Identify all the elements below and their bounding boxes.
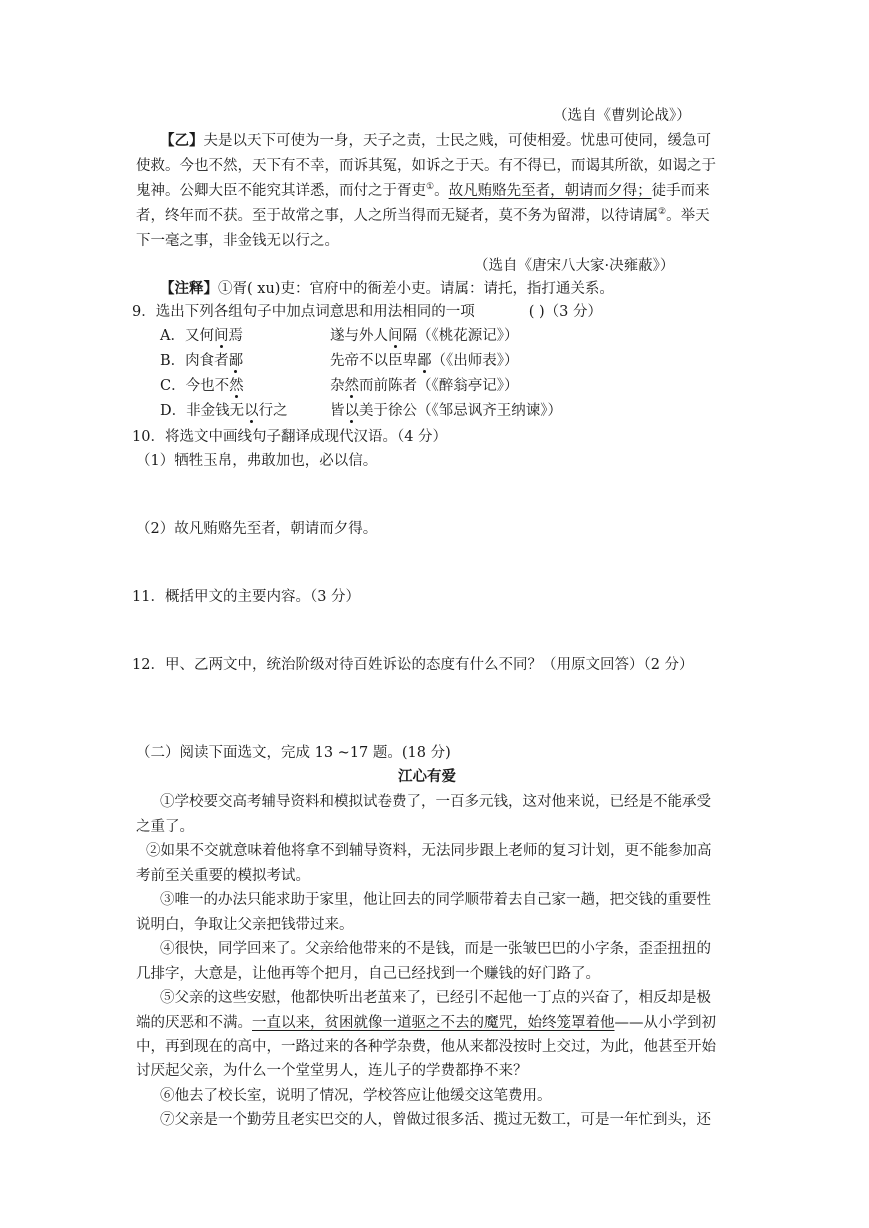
yi-line-4-tail: 。举天: [666, 208, 710, 224]
p5-line-2-tail: ——从小学到初: [614, 1015, 716, 1031]
yi-line-1-text: 夫是以天下可使为一身，天子之责，士民之贱，可使相爱。忧患可使同，缓急可: [203, 133, 711, 149]
compare-text: （《出师表》）: [431, 353, 519, 369]
text-yi-line-2: 使救。今也不然，天下有不幸，而诉其冤，如诉之于天。有不得已，而谒其所欲，如谒之于: [136, 158, 716, 174]
option-label: D．: [160, 403, 187, 419]
compare-text: 先帝不以臣卑: [330, 353, 417, 369]
option-text: 行之: [258, 403, 288, 419]
paragraph-5-line-3: 中，再到现在的高中，一路过来的各种学杂费，他从来都没按时上交过，为此，他甚至开始: [136, 1039, 716, 1055]
q9-stem-text: 9．选出下列各组句子中加点词意思和用法相同的一项: [132, 304, 475, 320]
q9-option-c-compare: [330, 376, 519, 396]
paragraph-6: ⑥他去了校长室，说明了情况，学校答应让他缓交这笔费用。: [160, 1088, 552, 1104]
footnote-label: 【注释】: [160, 280, 218, 297]
paragraph-5-line-1: ⑤父亲的这些安慰，他都快听出老茧来了，已经引不起他一丁点的兴奋了，相反却是极: [160, 990, 711, 1006]
paragraph-5-line-4: 讨厌起父亲，为什么一个堂堂男人，连儿子的学费都挣不来？: [136, 1063, 528, 1079]
text-yi-line-5: 下一毫之事，非金钱无以行之。: [136, 233, 339, 249]
text-yi-line-1: [160, 131, 711, 151]
paragraph-4-line-1: ④很快，同学回来了。父亲给他带来的不是钱，而是一张皱巴巴的小字条，歪歪扭扭的: [160, 941, 711, 957]
q9-option-d-compare: [330, 401, 562, 421]
question-10-stem: 10．将选文中画线句子翻译成现代汉语。（4 分）: [132, 429, 448, 445]
compare-text: 皆: [330, 403, 345, 419]
q10-sentence-1: （1）牺牲玉帛，弗敢加也，必以信。: [136, 453, 378, 469]
option-text: 焉: [228, 328, 243, 344]
q9-option-c[interactable]: [160, 376, 244, 396]
compare-text: 美于徐公（《邹忌讽齐王纳谏》）: [359, 403, 562, 419]
q9-option-a-compare: [330, 326, 519, 346]
compare-text: 杂: [330, 378, 345, 394]
underlined-sentence-yi: 故凡贿赂先至者，朝请而夕得；: [448, 183, 652, 199]
p5-line-2-text: 端的厌恶和不满。: [136, 1015, 252, 1031]
option-text: 肉食者: [185, 353, 229, 369]
paragraph-4-line-2: 几排字，大意是，让他再等个把月，自己已经找到一个赚钱的好门路了。: [136, 966, 600, 982]
yi-label: 【乙】: [160, 132, 204, 149]
note-marker-1: ①: [426, 182, 435, 193]
question-12-stem: 12．甲、乙两文中，统治阶级对待百姓诉讼的态度有什么不同？（用原文回答）（2 分）: [132, 657, 694, 673]
yi-line-3-sep: 。: [434, 183, 449, 199]
dotted-word: 然: [344, 378, 359, 394]
yi-line-4-text: 者，终年而不获。至于故常之事，人之所当得而无疑者，莫不务为留滞，以待请属: [136, 208, 658, 224]
q9-answer-bracket[interactable]: ( ): [528, 304, 545, 320]
q9-option-d[interactable]: [160, 401, 288, 421]
text-yi-line-3: [136, 181, 710, 201]
source-citation-b: （选自《唐宋八大家·决雍蔽》）: [474, 258, 675, 274]
option-label: A．: [160, 328, 185, 344]
question-11-stem: 11．概括甲文的主要内容。（3 分）: [132, 589, 361, 605]
q9-option-a[interactable]: [160, 326, 243, 346]
paragraph-2-line-1: ②如果不交就意味着他将拿不到辅导资料，无法同步跟上老师的复习计划，更不能参加高: [146, 843, 712, 859]
paragraph-2-line-2: 考前至关重要的模拟考试。: [136, 868, 310, 884]
dotted-word: 以: [244, 403, 259, 419]
text-yi-line-4: [136, 206, 710, 226]
paragraph-7-line-1: ⑦父亲是一个勤劳且老实巴交的人，曾做过很多活、揽过无数工，可是一年忙到头，还: [160, 1112, 711, 1128]
paragraph-3-line-1: ③唯一的办法只能求助于家里，他让回去的同学顺带着去自己家一趟，把交钱的重要性: [160, 892, 711, 908]
yi-line-3-tail: 徒手而来: [651, 183, 710, 199]
compare-text: 隔（《桃花源记》）: [402, 328, 519, 344]
paragraph-3-line-2: 说明白，争取让父亲把钱带过来。: [136, 917, 354, 933]
paragraph-1-line-2: 之重了。: [136, 819, 194, 835]
paragraph-5-line-2: [136, 1013, 716, 1033]
note-marker-2: ②: [658, 207, 667, 218]
dotted-word: 间: [213, 328, 229, 344]
q9-points: （3 分）: [544, 304, 603, 320]
option-label: C．: [160, 378, 186, 394]
question-9-stem: [132, 302, 602, 322]
option-text: 又何: [184, 328, 214, 344]
q10-sentence-2: （2）故凡贿赂先至者，朝请而夕得。: [136, 521, 378, 537]
underlined-sentence-p5: 一直以来，贫困就像一道驱之不去的魔咒，始终笼罩着他: [252, 1015, 615, 1031]
yi-line-3-text: 鬼神。公卿大臣不能究其详悉，而付之于胥吏: [136, 183, 426, 199]
compare-text: 遂与外人: [330, 328, 388, 344]
q9-option-b-compare: [330, 351, 519, 371]
compare-text: 而前陈者（《醉翁亭记》）: [359, 378, 519, 394]
dotted-word: 间: [388, 328, 403, 344]
q9-option-b[interactable]: [160, 351, 243, 371]
dotted-word: 以: [344, 403, 359, 419]
footnote-text: ①胥( xu)吏：官府中的衙差小吏。请属：请托，指打通关系。: [218, 281, 614, 297]
dotted-word: 然: [229, 378, 244, 394]
section-2-intro: （二）阅读下面选文，完成 13 ~17 题。(18 分): [136, 745, 451, 761]
dotted-word: 鄙: [228, 353, 244, 369]
option-text: 今也不: [185, 378, 230, 394]
passage-title: 江心有爱: [398, 769, 456, 785]
paragraph-1-line-1: ①学校要交高考辅导资料和模拟试卷费了，一百多元钱，这对他来说，已经是不能承受: [160, 794, 711, 810]
footnote: [160, 279, 614, 299]
option-text: 非金钱无: [186, 403, 245, 419]
source-citation-a: （选自《曹刿论战》）: [553, 108, 691, 124]
option-label: B．: [160, 353, 186, 369]
dotted-word: 鄙: [417, 353, 432, 369]
